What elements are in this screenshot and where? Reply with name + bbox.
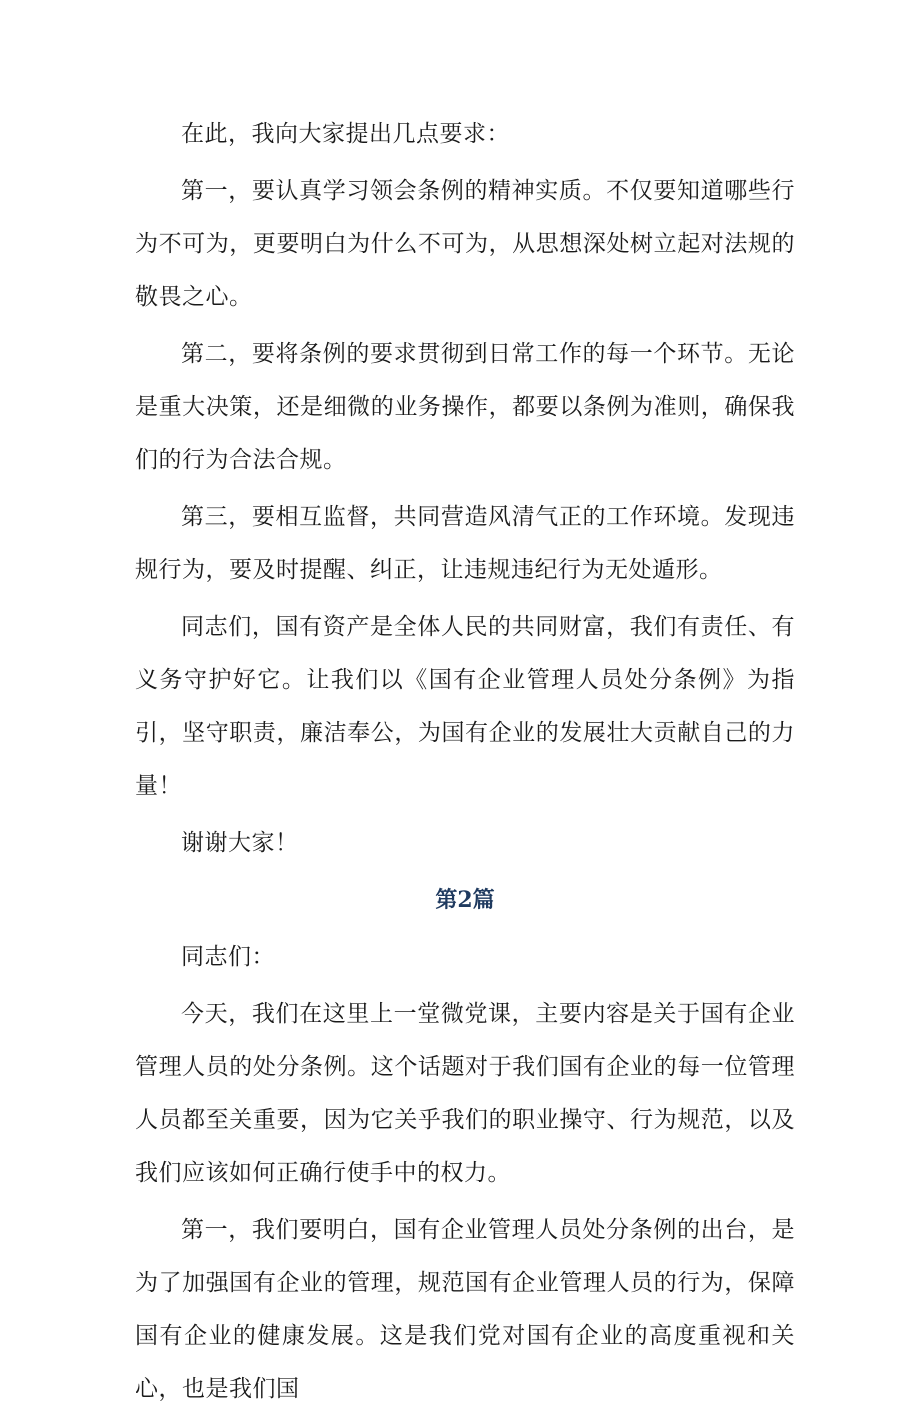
paragraph-requirements-intro: 在此，我向大家提出几点要求： [181,121,510,147]
paragraph-requirement-3: 第三，要相互监督，共同营造风清气正的工作环境。发现违规行为，要及时提醒、纠正，让违规违纪行为无处遁形。 [135,504,795,583]
document-body [135,108,795,1420]
paragraph-introduction: 今天，我们在这里上一堂微党课，主要内容是关于国有企业管理人员的处分条例。这个话题对于我们国有企业的每一位管理人员都至关重要，因为它关乎我们的职业操守、行为规范，以及我们应该如何正确行使手中的权力。 [135,1001,795,1186]
paragraph-thanks: 谢谢大家！ [181,830,299,856]
paragraph-requirement-2: 第二，要将条例的要求贯彻到日常工作的每一个环节。无论是重大决策，还是细微的业务操作，都要以条例为准则，确保我们的行为合法合规。 [135,341,795,473]
paragraph-closing-appeal: 同志们，国有资产是全体人民的共同财富，我们有责任、有义务守护好它。让我们以《国有企业管理人员处分条例》为指引，坚守职责，廉洁奉公，为国有企业的发展壮大贡献自己的力量！ [135,614,795,799]
paragraph-salutation: 同志们： [181,944,275,970]
paragraph-point-1: 第一，我们要明白，国有企业管理人员处分条例的出台，是为了加强国有企业的管理，规范国有企业管理人员的行为，保障国有企业的健康发展。这是我们党对国有企业的高度重视和关心，也是我们国 [135,1217,795,1402]
paragraph-requirement-1: 第一，要认真学习领会条例的精神实质。不仅要知道哪些行为不可为，更要明白为什么不可为，从思想深处树立起对法规的敬畏之心。 [135,178,795,310]
section-heading: 第2篇 [435,887,495,913]
